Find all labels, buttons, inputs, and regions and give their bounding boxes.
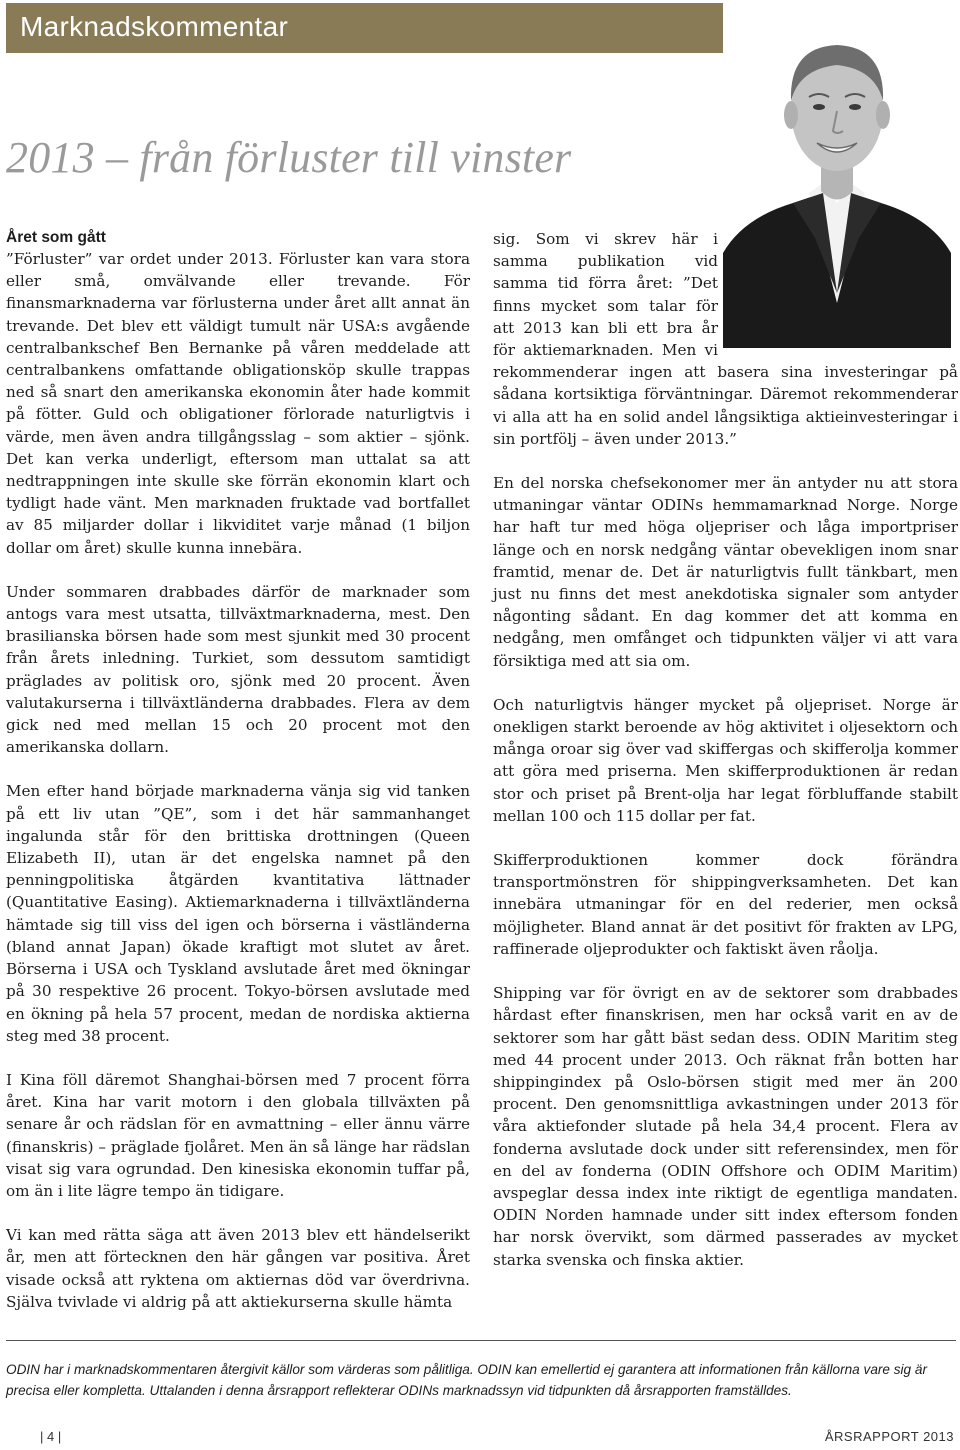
paragraph: sig. Som vi skrev här i samma publikation vid samma tid förra året: ”Det finns mycket som talar för att 2013 kan bli ett bra år för aktiemarknaden. Men vi rekommenderar ingen att basera sina investeringar på sådana kortsiktiga förväntningar. Däremot rekommenderar vi alla att ha en solid andel långsiktiga aktieinvesteringar i sin portfölj – även under 2013.” — [493, 230, 958, 448]
section-heading: Året som gått — [6, 229, 106, 246]
paragraph: Vi kan med rätta säga att även 2013 blev ett händelserikt år, men att förtecknen den här gången var positiva. Året visade också att ryktena om aktiernas död var överdrivna. Själva tvivlade vi aldrig på att aktiekurserna skulle hämta — [6, 1226, 470, 1311]
photo-float — [722, 228, 958, 353]
paragraph: Och naturligtvis hänger mycket på oljepriset. Norge är onekligen starkt beroende av hög aktivitet i oljesektorn och många oroar sig över vad skiffergas och skifferolja kommer att göra med priserna. Men skifferproduktionen är redan stor och priset på Brent-olja har legat förbluffande stabilt mellan 100 och 115 dollar per fat. — [493, 695, 958, 825]
section-title: Marknadskommentar — [20, 11, 289, 42]
report-label: ÅRSRAPPORT 2013 — [824, 1429, 954, 1444]
paragraph: I Kina föll däremot Shanghai-börsen med 7 procent förra året. Kina har varit motorn i den globala tillväxten på senare år och rädslan för en avmattning – eller ännu värre (finanskris) – präglade fjolåret. Men än så länge har rädslan visat sig vara ogrundad. Den kinesiska ekonomin tuffar på, om än i lite lägre tempo än tidigare. — [6, 1070, 470, 1200]
paragraph: En del norska chefsekonomer mer än antyder nu att stora utmaningar väntar ODINs hemmamarknad Norge. Norge har haft tur med höga oljepriser och låga importpriser länge och en norsk nedgång väntar obevekligen inom snar framtid, menar de. Det är naturligtvis fullt tänkbart, men just nu finns det mest anekdotiska signaler som antyder någonting sådant. En dag kommer det att komma en nedgång, men omfånget och tidpunkten väljer vi att vara försiktiga med att sia om. — [493, 474, 958, 670]
footer-divider — [6, 1340, 956, 1341]
article-column-right — [493, 228, 958, 1293]
page-number: | 4 | — [40, 1429, 62, 1444]
paragraph: Skifferproduktionen kommer dock förändra transportmönstren för shippingverksamheten. Det kan innebära utmaningar för en del rederier, men också möjligheter. Bland annat är det positivt för frakten av LPG, raffinerade oljeprodukter och faktiskt även råolja. — [493, 851, 958, 958]
page-title: 2013 – från förluster till vinster — [6, 133, 572, 182]
paragraph: ”Förluster” var ordet under 2013. Förluster kan vara stora eller små, omvälvande eller trevande. För finansmarknaderna var förlusterna under året allt annat än trevande. Det blev ett väldigt tumult när USA:s avgående centralbankschef Ben Bernanke på våren meddelade att centralbankens omfattande obligationsköp skulle trappas ned så snart den amerikanska ekonomin åter hade kommit på fötter. Guld och obligationer förlorade naturligtvis i värde, men även andra tillgångsslag – som aktier – sjönk. Det kan verka underligt, eftersom man uttalat sa att nedtrappningen inte skulle ske förrän ekonomin klart och tydligt hade vänt. Men marknaden fruktade vad bortfallet av 85 miljarder dollar i likviditet varje månad (1 biljon dollar om året) skulle kunna innebära. — [6, 250, 470, 557]
paragraph: Men efter hand började marknaderna vänja sig vid tanken på ett liv utan ”QE”, som i det här sammanhanget ingalunda står för den brittiska drottningen (Queen Elizabeth II), utan är det engelska namnet på den penningpolitiska åtgärden kvantitativa lättnader (Quantitative Easing). Aktiemarknaderna i tillväxtländerna hämtade sig till viss del igen och börserna i västländerna (bland annat Japan) ökade kraftigt mot slutet av året. Börserna i USA och Tyskland avslutade året med ökningar på 30 respektive 26 procent. Tokyo-börsen avslutade med en ökning på hela 57 procent, medan de nordiska aktierna steg med 38 procent. — [6, 782, 470, 1045]
paragraph: Under sommaren drabbades därför de marknader som antogs vara mest utsatta, tillväxtmarknaderna, mest. Den brasilianska börsen hade som mest sjunkit med 30 procent från årets inledning. Turkiet, som dessutom samtidigt präglades av politisk oro, sjönk med 20 procent. Även valutakurserna i tillväxtländerna drabbades. Flera av dem gick ned med mellan 15 och 20 procent mot den amerikanska dollarn. — [6, 582, 470, 757]
paragraph: Shipping var för övrigt en av de sektorer som drabbades hårdast efter finanskrisen, men har också varit en av de sektorer som har gått bäst sedan dess. ODIN Maritim steg med 44 procent under 2013. Och räknat från botten har shippingindex på Oslo-börsen stigit med mer än 200 procent. Den genomsnittliga avkastningen under 2013 för våra aktiefonder slutade på hela 34,4 procent. Flera av fonderna avslutade dock under sitt referensindex, men för en del av fonderna (ODIN Offshore och ODIM Maritim) avspeglar dessa index inte riktigt de egentliga mandaten. ODIN Norden hamnade under sitt index eftersom fonden har norsk övervikt, som därmed passerades av mycket starka svenska och finska aktier. — [493, 984, 958, 1269]
article-column-left — [6, 228, 470, 1335]
header-bar — [6, 3, 766, 53]
disclaimer: ODIN har i marknadskommentaren återgivit källor som värderas som pålitliga. ODIN kan emellertid ej garantera att informationen från källorna vare sig är precisa eller kompletta. Uttalanden i denna årsrapport reflekterar ODINs marknadssyn vid tidpunkten då årsrapporten framställdes. — [6, 1362, 927, 1398]
